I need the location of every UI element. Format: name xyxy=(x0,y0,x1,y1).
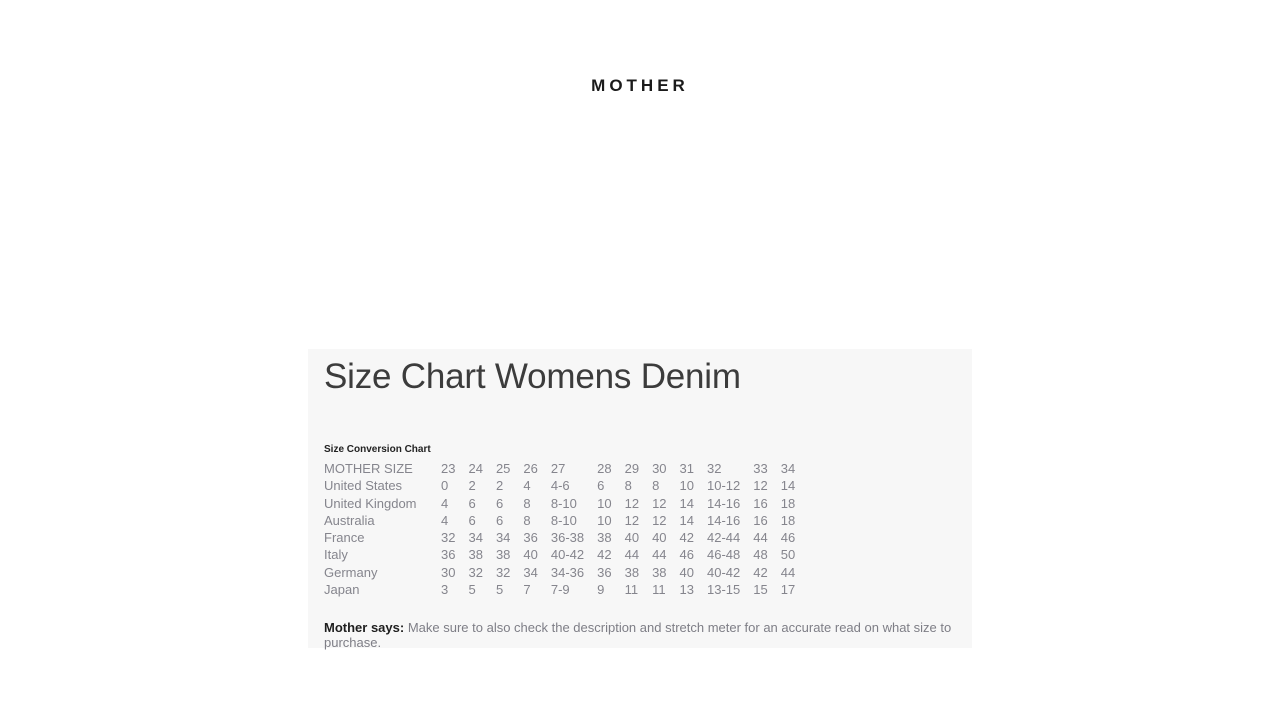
size-cell: 34 xyxy=(495,530,511,546)
size-cell: 14 xyxy=(679,512,694,528)
size-cell: 5 xyxy=(495,582,504,598)
size-cell: 44 xyxy=(652,547,667,563)
size-cell: 4-6 xyxy=(550,478,570,494)
size-cell: 32 xyxy=(468,564,483,580)
size-cell: 10 xyxy=(597,512,612,528)
size-cell: 8 xyxy=(523,512,531,528)
size-cell: 6 xyxy=(468,495,476,511)
row-label: Japan xyxy=(324,582,360,598)
size-cell: 5 xyxy=(468,582,476,598)
size-cell: 7 xyxy=(523,582,531,598)
size-cell: 29 xyxy=(624,461,640,476)
size-cell: 40-42 xyxy=(550,547,585,563)
table-header-row xyxy=(324,460,808,477)
size-cell: 11 xyxy=(652,582,666,598)
size-cell: 3 xyxy=(441,582,449,598)
size-cell: 8 xyxy=(652,478,660,494)
size-cell: 10 xyxy=(679,478,694,494)
row-label: Italy xyxy=(324,547,348,563)
size-cell: 40 xyxy=(652,530,667,546)
size-cell: 18 xyxy=(780,512,796,528)
size-cell: 13-15 xyxy=(707,582,741,598)
size-cell: 50 xyxy=(780,547,796,563)
size-cell: 32 xyxy=(441,530,456,546)
size-cell: 11 xyxy=(624,582,639,598)
size-conversion-chart-label: Size Conversion Chart xyxy=(324,444,431,455)
size-cell: 34 xyxy=(523,564,538,580)
size-cell: 7-9 xyxy=(550,582,570,598)
size-cell: 36 xyxy=(441,547,456,563)
size-cell: 14 xyxy=(679,495,694,511)
mother-says-note xyxy=(324,620,956,650)
size-cell: 30 xyxy=(652,461,667,476)
size-cell: 4 xyxy=(523,478,531,494)
brand-logo: MOTHER xyxy=(591,76,689,95)
size-cell: 42 xyxy=(679,530,694,546)
table-row xyxy=(324,512,808,529)
size-cell: 42 xyxy=(597,547,612,563)
row-label: MOTHER SIZE xyxy=(324,461,413,476)
size-cell: 38 xyxy=(652,564,667,580)
size-cell: 36 xyxy=(523,530,538,546)
size-cell: 25 xyxy=(495,461,511,476)
table-row xyxy=(324,529,808,546)
size-cell: 46-48 xyxy=(707,547,741,563)
size-cell: 38 xyxy=(624,564,640,580)
size-cell: 2 xyxy=(495,478,504,494)
size-cell: 40 xyxy=(523,547,538,563)
size-cell: 0 xyxy=(441,478,449,494)
size-cell: 34 xyxy=(468,530,483,546)
size-cell: 44 xyxy=(624,547,640,563)
size-cell: 38 xyxy=(468,547,483,563)
table-row xyxy=(324,495,808,512)
size-cell: 38 xyxy=(495,547,511,563)
size-cell: 10 xyxy=(597,495,612,511)
size-cell: 2 xyxy=(468,478,476,494)
size-cell: 4 xyxy=(441,495,449,511)
row-label: United Kingdom xyxy=(324,495,417,511)
size-cell: 44 xyxy=(753,530,768,546)
size-cell: 8 xyxy=(523,495,531,511)
row-label: Australia xyxy=(324,512,375,528)
page-title: Size Chart Womens Denim xyxy=(324,357,741,396)
size-cell: 13 xyxy=(679,582,694,598)
size-cell: 4 xyxy=(441,512,449,528)
size-cell: 32 xyxy=(495,564,511,580)
size-cell: 12 xyxy=(753,478,768,494)
size-chart-panel xyxy=(308,349,972,651)
size-cell: 42-44 xyxy=(707,530,741,546)
size-cell: 36-38 xyxy=(550,530,585,546)
size-cell: 15 xyxy=(753,582,768,598)
size-cell: 14-16 xyxy=(707,495,741,511)
size-cell: 46 xyxy=(780,530,796,546)
size-cell: 33 xyxy=(753,461,768,476)
size-cell: 27 xyxy=(550,461,566,476)
row-label: Germany xyxy=(324,564,378,580)
size-cell: 12 xyxy=(652,495,667,511)
table-row xyxy=(324,581,808,598)
table-row xyxy=(324,564,808,581)
size-cell: 26 xyxy=(523,461,538,476)
size-cell: 10-12 xyxy=(707,478,741,494)
size-cell: 14-16 xyxy=(707,512,741,528)
size-cell: 44 xyxy=(780,564,796,580)
size-cell: 8 xyxy=(624,478,632,494)
size-cell: 8-10 xyxy=(550,512,577,528)
size-cell: 40 xyxy=(679,564,694,580)
size-cell: 6 xyxy=(468,512,476,528)
size-cell: 34 xyxy=(780,461,796,476)
size-cell: 12 xyxy=(652,512,667,528)
mother-says-label: Mother says: xyxy=(324,620,405,636)
size-cell: 12 xyxy=(624,512,640,528)
size-cell: 8-10 xyxy=(550,495,577,511)
size-cell: 17 xyxy=(780,582,796,598)
size-conversion-table xyxy=(324,460,808,598)
size-cell: 28 xyxy=(597,461,612,476)
size-cell: 14 xyxy=(780,478,796,494)
size-cell: 32 xyxy=(707,461,722,476)
mother-says-text: Make sure to also check the description and stretch meter for an accurate read on what size to purchase. xyxy=(324,620,952,651)
row-label: France xyxy=(324,530,365,546)
size-cell: 36 xyxy=(597,564,612,580)
size-cell: 24 xyxy=(468,461,483,476)
table-row xyxy=(324,546,808,563)
size-cell: 16 xyxy=(753,512,768,528)
size-cell: 6 xyxy=(495,495,504,511)
size-cell: 42 xyxy=(753,564,768,580)
size-cell: 12 xyxy=(624,495,640,511)
site-header xyxy=(0,76,1280,96)
size-cell: 16 xyxy=(753,495,768,511)
size-cell: 6 xyxy=(597,478,605,494)
size-cell: 48 xyxy=(753,547,768,563)
size-cell: 38 xyxy=(597,530,612,546)
size-cell: 18 xyxy=(780,495,796,511)
size-cell: 40-42 xyxy=(707,564,741,580)
size-cell: 34-36 xyxy=(550,564,585,580)
size-cell: 9 xyxy=(597,582,605,598)
size-cell: 30 xyxy=(441,564,456,580)
size-cell: 23 xyxy=(441,461,456,476)
size-cell: 6 xyxy=(495,512,504,528)
row-label: United States xyxy=(324,478,403,494)
table-row xyxy=(324,477,808,494)
size-cell: 40 xyxy=(624,530,640,546)
size-cell: 46 xyxy=(679,547,694,563)
size-cell: 31 xyxy=(679,461,694,476)
